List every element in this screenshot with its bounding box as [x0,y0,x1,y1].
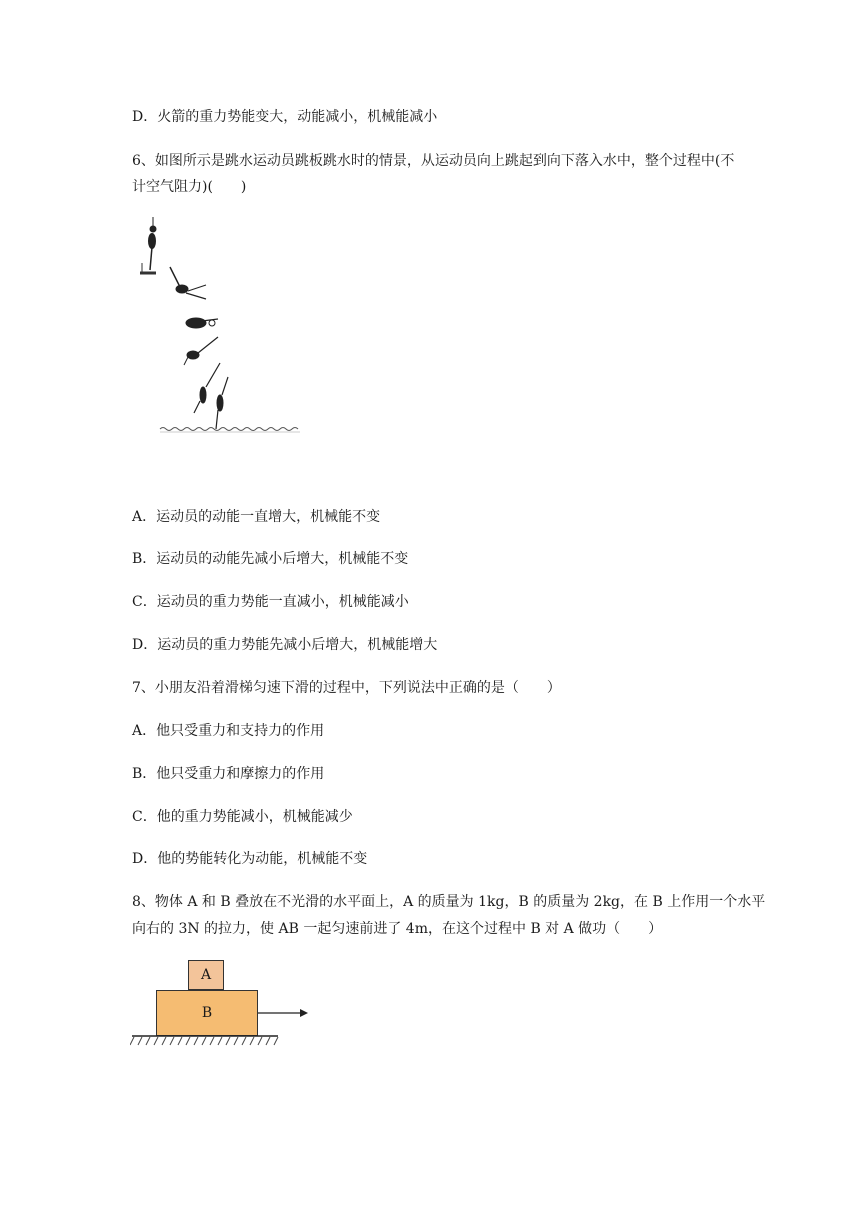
diver-pose-3 [186,318,218,328]
q6-stem-line2: 计空气阻力)( ) [132,179,247,195]
block-b: B [156,990,258,1036]
blocks-figure [130,958,310,1053]
diver-pose-4 [184,337,218,365]
q7-option-a: A．他只受重力和支持力的作用 [132,723,325,739]
q6-option-a: A．运动员的动能一直增大，机械能不变 [132,509,381,525]
diver-pose-6 [216,377,228,429]
diver-pose-1 [149,217,156,270]
q7-stem: 7、小朋友沿着滑梯匀速下滑的过程中，下列说法中正确的是（ ） [132,680,561,696]
ground-surface [130,1034,280,1048]
q6-option-b: B．运动员的动能先减小后增大，机械能不变 [132,551,409,567]
q7-option-d: D．他的势能转化为动能，机械能不变 [132,851,368,867]
q7-option-b: B．他只受重力和摩擦力的作用 [132,766,325,782]
q6-stem-line1: 6、如图所示是跳水运动员跳板跳水时的情景，从运动员向上跳起到向下落入水中，整个过程中(不 [132,153,735,169]
q8-stem-line2: 向右的 3N 的拉力，使 AB 一起匀速前进了 4m，在这个过程中 B 对 A 做功（ ） [132,921,663,937]
block-a: A [188,960,224,990]
diver-pose-2 [170,267,206,299]
diving-figure [136,215,306,437]
q8-stem-line1: 8、物体 A 和 B 叠放在不光滑的水平面上，A 的质量为 1kg，B 的质量为 2kg，在 B 上作用一个水平 [132,894,766,910]
q5-option-d: D．火箭的重力势能变大，动能减小，机械能减小 [132,109,438,125]
water-surface [160,428,298,431]
force-arrow [256,1006,308,1020]
q6-option-d: D．运动员的重力势能先减小后增大，机械能增大 [132,637,438,653]
diver-pose-5 [194,363,220,413]
q7-option-c: C．他的重力势能减小，机械能减少 [132,809,353,825]
q6-option-c: C．运动员的重力势能一直减小，机械能减小 [132,594,409,610]
